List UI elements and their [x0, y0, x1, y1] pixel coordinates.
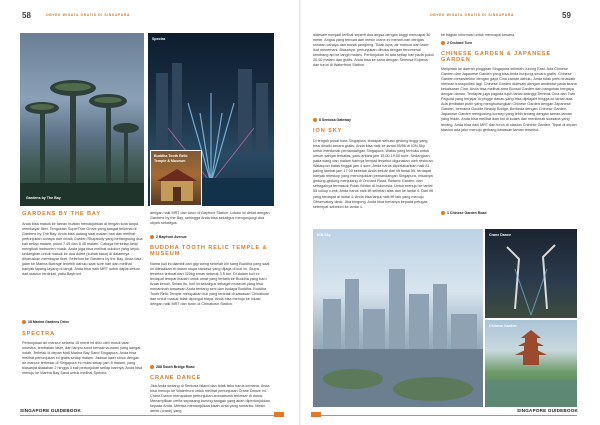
- left-page-number: 58: [22, 11, 31, 20]
- gardens-body: Anda bisa masuk ke taman buatan menakjubkan di tengah kota tanpa membayar tiket. Tengoklah SuperTree Grove yang sangat terkenal di Gardens by The Bay. Anda bisa datang saat malam hari dan melihat pertunjukan cahaya dan musik Garden Rhapsody yang berlangsung dua kali setiap malam, pukul 7.45 dan 8.45 malam. Cahaya berkelap-kelip mengikuti instrumen musik. Anda juga bisa melihat outdoor yang sejuk, sedangkan untuk masuk ke dua dome (kubah kaca) di dalamnya diharuskan membayar tiket. Sebelum ke Gardens by the Bay, Anda bisa jalan ke Marina Barrage terlebih dahulu saat sore hari dan melihat banyak layang-layang di langit. Anda bisa naik MRT untuk dapat keluar dari stasiun terdekat, yaitu Bayfront.: [22, 222, 143, 277]
- gardens-photo-caption: Gardens by The Bay: [26, 196, 61, 201]
- crane-dance-photo: [485, 229, 577, 318]
- pagoda-illustration: [485, 320, 577, 407]
- ion-body: Di tengah pusat kota Singapura, terdapat sebuah gedung tinggi yang bisa dinaiki secara gratis. Anda bisa naik ke lantai 55/56 di ION Sky untuk menikmati pemandangan Singapura. Waktu yang terbuka untuk umum sangat terbatas, yaitu antara jam 15.00-19.00 sore. Sedangkan, pada siang dan malam harinya tempat tersebut digunakan oleh restoran. Walaupun batas tinggal jam 4 sore, Anda harus dipertahankan naik 81 paling lambat jam 17.00 sebelah Anda keluar dari lift lantai 55, terdapat banyak teleskop yang menunjukkan pemandangan Singapura, misalnya gedung-gedung menjulang di Orchard Road, Botanic Garden, dan sebagainya termasuk Pulau Bintan di Indonesia. Untuk menuju ke lantai 55 cukup rumit, Anda harus naik lift sebelah atas dan ke lantai 4. Dari lift yang terdapat di lantai 4, Anda bisa lanjut naik lift lain yang menuju Observatory deck. Jika bingung, Anda bisa bertanya kepada petugas setempat sebelum ke lantai 4.: [313, 139, 434, 209]
- gardens-heading: GARDENS BY THE BAY: [22, 211, 101, 217]
- spectra-address: [150, 235, 187, 239]
- location-pin-icon: [150, 365, 154, 369]
- spectra-photo-caption: Spectra: [152, 37, 166, 41]
- location-pin-icon: [441, 41, 445, 45]
- left-footer: SINGAPORE GUIDEBOOK: [20, 408, 81, 413]
- chinese-garden-address: [441, 211, 486, 215]
- crane-body: Jika Anda sedang di Sentosa Island dan tidak tahu harus kemana, Anda bisa menuju ke Waterfront untuk melihat pertunjukan Crane Dance ini. Crane Dance merupakan pertunjukan animatronik terbesar di dunia. Menampilkan cerita sepasang burung bangau yang akan dipertunjukkan kepada Anda. Mereka menampilkan kisah cinta yang romantis. Mesin derek (crane) yang: [150, 384, 270, 414]
- ion-sky-photo-caption: ION Sky: [317, 233, 331, 237]
- city-skyline-illustration: [313, 229, 483, 407]
- location-pin-icon: [441, 211, 445, 215]
- temple-heading: BUDDHA TOOTH RELIC TEMPLE & MUSEUM: [150, 245, 268, 258]
- temple-photo-caption: Buddha Tooth Relic Temple & Museum: [154, 154, 188, 163]
- temple-body: Nama kuil ini diambil dari gigi taring sebelah kiri sang Buddha yang saat ini diletakkan di dalam stupa raksasa yang dijaga di kuil ini. Stupa tersebut terbuat dari 320kg emas seberat 3,5 ton. Di dalam kuil ini terdapat tempat ibadah untuk umat yang tertarik ke Buddha yang baru Anda kenali. Selain itu, kuil ini sekaligus sebagai museum yang bisa menambah wawasan Anda tentang seni dan budaya Buddha. Buddha Tooth Relic Temple merupakan kuil yang terletak di kawasan Chinatown dan untuk masuk tidak dipungut biaya. Anda bisa menuju ke lokasi dengan naik MRT dan turun di Chinatown Station.: [150, 262, 270, 307]
- location-pin-icon: [22, 320, 26, 324]
- ion-address: [441, 41, 472, 45]
- gardens-photo: [20, 33, 144, 206]
- right-footer: SINGAPORE GUIDEBOOK: [517, 408, 578, 413]
- right-footer-rule: [321, 415, 577, 416]
- ion-address-text: 2 Orchard Turn: [447, 41, 473, 45]
- ion-sky-photo: [313, 229, 483, 407]
- location-pin-icon: [313, 118, 317, 122]
- spectra-heading: SPECTRA: [22, 331, 56, 337]
- location-pin-icon: [150, 235, 154, 239]
- gardens-address: [22, 320, 69, 324]
- left-running-head: OBYEK WISATA GRATIS DI SINGAPURA: [46, 13, 131, 17]
- chinese-garden-heading: CHINESE GARDEN & JAPANESE GARDEN: [441, 51, 552, 64]
- temple-address: [150, 365, 195, 369]
- gardens-address-text: 18 Marina Gardens Drive: [28, 320, 70, 324]
- supertree-grove-illustration: [20, 33, 144, 206]
- chinese-garden-body: Melipirlah ke daerah pinggiran Singapura sebelah Jurong East. Ada Chinese Garden dan Japanese Garden yang bisa Anda kunjungi secara gratis. Chinese Garden berarsitektur dengan gaya Cina zaman dahulu. Anda tidak perlu khawatir mencari transportasi lagi. Chinese Garden didesain dengan arsitektur pada istana kekaisaran Cina. Anda bisa melihat area Bonsai Garden dan bangunan bergaya dengan danau. Terdapat juga pagoda tujuh lantai setinggi Tembok Cina dan Twin Pagoda yang berjajar di pinggir danau yang bisa dijelajahi hingga ke lantai atas. Ada jembatan putih yang menghubungkan Chinese Garden dengan Japanese Garden, bernama Double Beauty Bridge. Berbeda dengan Chinese Garden, Japanese Garden mengusung konsep yang lebih tenang dengan taman-taman yang indah. Anda bisa melihat ikan koi di kolam dan menikmati suasana yang tenang. Anda bisa naik MRT dan turun di stasiun Chinese Garden. Tepat di depan stasiun ada jalur menuju gerbang kawasan taman tersebut.: [441, 67, 577, 132]
- crane-dance-illustration: [485, 229, 577, 318]
- crane-address-text: 8 Sentosa Gateway: [319, 118, 351, 122]
- spectra-continued-body: dengan naik MRT dan turun di Bayfront Station. Lokasi ini dekat dengan Gardens by the Bay, sehingga Anda bisa sekaligus mengunjungi dua obyek sekaligus.: [150, 211, 270, 226]
- spectra-address-text: 2 Bayfront Avenue: [156, 235, 187, 239]
- right-footer-tab: [311, 412, 321, 417]
- chinese-garden-photo-caption: Chinese Garden: [489, 324, 517, 328]
- left-footer-rule: [20, 415, 274, 416]
- left-footer-tab: [274, 412, 284, 417]
- spectra-photo: [148, 33, 274, 206]
- crane-continued-body: didesain menjadi terlihat seperti dua angsa dengan tinggi mencapai 30 meter. Angsa yang terbuat dari mesin crane ini menari-nari dengan sorotan cahaya dan musik pengiring. Tidak lupa, air mancur dan laser ikut menemani. Biasanya, pertunjukan dibuka dengan fenomenal kembang api ke langit malam. Pertunjukan ini ada setiap hari pada pukul 20.00 malam dan gratis. Anda bisa ke sana dengan Sentosa Express dan turun di Waterfront Station.: [313, 33, 434, 68]
- page-gutter: [299, 0, 301, 425]
- right-running-head: OBYEK WISATA GRATIS DI SINGAPURA: [430, 13, 515, 17]
- ion-heading: ION SKY: [313, 128, 343, 134]
- chinese-garden-address-text: 1 Chinese Garden Road: [447, 211, 487, 215]
- right-page-number: 59: [562, 11, 571, 20]
- temple-photo: [150, 150, 202, 206]
- crane-address: [313, 118, 351, 122]
- spectra-body: Pertunjukan air mancur selama 15 menit ini diisi oleh musik latar orkestra, tembakan laser, dan lampu sorot berwarna-warni yang sangat indah. Terletak di depan Mall Marina Bay Sand Singapura, Anda bisa melihat pertunjukan ini gratis setiap malam. Jadwal laser show dengan air mancur terbesar di Singapura ini mulai setiap jam 8 malam, yang biasanya diadakan 2 hingga 3 kali pertunjukan setiap harinya. Anda bisa menuju ke Marina Bay Sand untuk melihat Spectra: [22, 341, 143, 376]
- crane-heading: CRANE DANCE: [150, 375, 202, 381]
- temple-address-text: 288 South Bridge Road: [156, 365, 195, 369]
- ion-continued-body: ke bagian informasi untuk mencapai kesana.: [441, 33, 516, 37]
- chinese-garden-photo: [485, 320, 577, 407]
- crane-dance-photo-caption: Crane Dance: [489, 233, 511, 237]
